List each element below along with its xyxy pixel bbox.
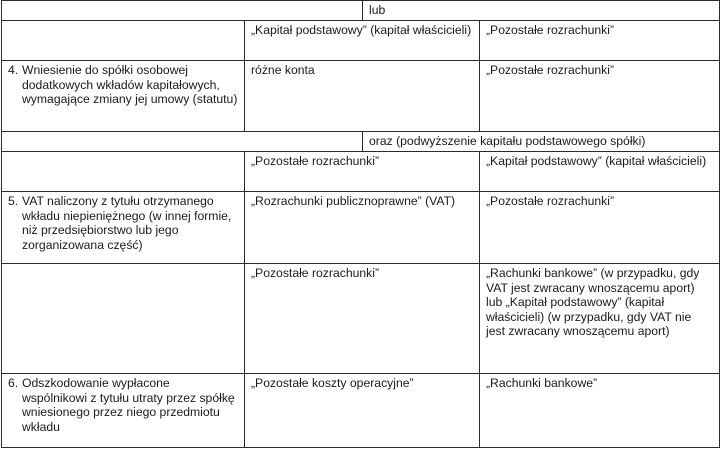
joiner-oraz: oraz (podwyższenie kapitału podstawowego spółki): [363, 132, 720, 152]
debit-account: różne konta: [245, 61, 480, 132]
debit-account: „Pozostałe koszty operacyjne”: [245, 374, 480, 448]
credit-account: „Pozostałe rozrachunki”: [480, 61, 720, 132]
empty-cell: [2, 21, 245, 61]
credit-account: „Rachunki bankowe” (w przypadku, gdy VAT jest zwracany wnoszącemu aport) lub „Kapitał podstawowy” (kapitał właścicieli) (w przypadku, gdy VAT nie jest zwracany wnoszącemu aport): [480, 264, 720, 374]
operation-description: [2, 192, 245, 264]
debit-account: „Pozostałe rozrachunki”: [245, 264, 480, 374]
operation-description: [2, 61, 245, 132]
empty-cell: [2, 152, 245, 192]
empty-cell: [2, 264, 245, 374]
empty-cell: [2, 132, 363, 152]
table-row: [2, 374, 720, 448]
table-row: [2, 61, 720, 132]
credit-account: „Pozostałe rozrachunki”: [480, 21, 720, 61]
debit-account: „Kapitał podstawowy” (kapitał właścicieli): [245, 21, 480, 61]
credit-account: „Kapitał podstawowy” (kapitał właścicieli): [480, 152, 720, 192]
accounting-entries-table: [1, 0, 720, 448]
table-row: [2, 192, 720, 264]
operation-number: 6.: [8, 376, 19, 390]
debit-account: „Pozostałe rozrachunki”: [245, 152, 480, 192]
joiner-lub: lub: [363, 1, 720, 21]
table-row: [2, 264, 720, 374]
debit-account: „Rozrachunki publicznoprawne” (VAT): [245, 192, 480, 264]
credit-account: „Rachunki bankowe”: [480, 374, 720, 448]
operation-number: 4.: [8, 63, 19, 77]
table-row: [2, 21, 720, 61]
operation-text: Wniesienie do spółki osobowej dodatkowych wkładów kapitałowych, wymagające zmiany jej umowy (statutu): [22, 63, 238, 107]
table-row: [2, 1, 720, 21]
table-row: [2, 152, 720, 192]
empty-cell: [2, 1, 363, 21]
table-row: [2, 132, 720, 152]
credit-account: „Pozostałe rozrachunki”: [480, 192, 720, 264]
operation-number: 5.: [8, 194, 19, 208]
operation-text: VAT naliczony z tytułu otrzymanego wkładu niepieniężnego (w innej formie, niż przedsiębiorstwo lub jego zorganizowana część): [22, 194, 232, 252]
operation-description: [2, 374, 245, 448]
operation-text: Odszkodowanie wypłacone wspólnikowi z tytułu utraty przez spółkę wniesionego przez niego przedmiotu wkładu: [22, 376, 235, 434]
